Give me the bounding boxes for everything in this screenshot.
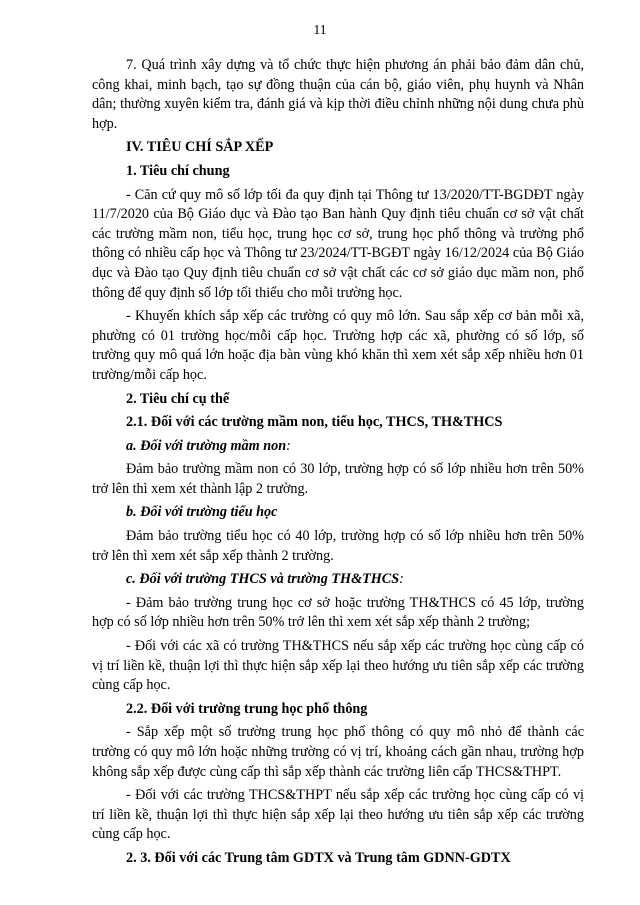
paragraph-high-school-merge: - Sắp xếp một số trường trung học phổ thông có quy mô nhỏ để thành các trường có quy mô lớn hoặc những trường có vị trí, khoảng cách gần nhau, trường hợp không sắp xếp được cùng cấp thì sắp xếp thành các trường liên cấp THCS&THPT.	[92, 724, 584, 780]
document-body	[92, 56, 584, 869]
subheading-secondary-text: c. Đối với trường THCS và trường TH&THCS	[126, 571, 400, 588]
subheading-primary	[92, 503, 584, 523]
heading-specific-criteria: 2. Tiêu chí cụ thể	[126, 390, 230, 407]
subheading-preschool	[92, 437, 584, 457]
heading-2-2: 2.2. Đối với trường trung học phổ thông	[126, 700, 368, 717]
paragraph-high-school-combined: - Đối với các trường THCS&THPT nếu sắp xếp các trường học cùng cấp có vị trí liền kề, thuận lợi thì thực hiện sắp xếp lại theo hướng ưu tiên sắp xếp các trường cùng cấp học.	[92, 787, 584, 843]
subheading-preschool-suffix: :	[286, 437, 291, 454]
subheading-primary-text: b. Đối với trường tiểu học	[126, 504, 278, 521]
paragraph-encourage-large-schools: - Khuyến khích sắp xếp các trường có quy mô lớn. Sau sắp xếp cơ bản mỗi xã, phường có 01 trường học/mỗi cấp học. Trường hợp các xã, phường có số lớp, số trường quy mô quá lớn hoặc địa bàn vùng khó khăn thì xem xét sắp xếp nhiều hơn 01 trường/mỗi cấp học.	[92, 308, 584, 383]
paragraph-primary: Đảm bảo trường tiểu học có 40 lớp, trường hợp có số lớp nhiều hơn trên 50% trở lên thì xem xét sắp xếp thành 2 trường.	[92, 528, 584, 564]
paragraph-secondary-merge: - Đối với các xã có trường TH&THCS nếu sắp xếp các trường học cùng cấp có vị trí liền kề, thuận lợi thì thực hiện sắp xếp lại theo hướng ưu tiên sắp xếp các trường cùng cấp học.	[92, 638, 584, 694]
heading-general-criteria: 1. Tiêu chí chung	[126, 162, 230, 179]
heading-2-1: 2.1. Đối với các trường mầm non, tiểu học, THCS, TH&THCS	[126, 414, 503, 431]
heading-2-3: 2. 3. Đối với các Trung tâm GDTX và Trung tâm GDNN-GDTX	[126, 849, 511, 866]
subheading-secondary-suffix: :	[399, 571, 404, 588]
page-number: 11	[313, 22, 327, 37]
paragraph-secondary-45: - Đảm bảo trường trung học cơ sở hoặc trường TH&THCS có 45 lớp, trường hợp có số lớp nhiều hơn trên 50% trở lên thì xem xét sắp xếp thành 2 trường;	[92, 594, 584, 631]
paragraph-preschool: Đảm bảo trường mầm non có 30 lớp, trường hợp có số lớp nhiều hơn trên 50% trở lên thì xem xét thành lập 2 trường.	[92, 461, 584, 497]
section-heading-iv: IV. TIÊU CHÍ SẮP XẾP	[126, 139, 274, 156]
paragraph-legal-basis: - Căn cứ quy mô số lớp tối đa quy định tại Thông tư 13/2020/TT-BGDĐT ngày 11/7/2020 của Bộ Giáo dục và Đào tạo Ban hành Quy định tiêu chuẩn cơ sở vật chất các trường mầm non, tiểu học, trung học cơ sở, trung học phổ thông và trường phổ thông có nhiều cấp học và Thông tư 23/2024/TT-BGĐT ngày 16/12/2024 của Bộ Giáo dục và Đào tạo Quy định tiêu chuẩn cơ sở vật chất các cơ sở giáo dục mầm non, phổ thông để quy định số lớp tối thiểu cho mỗi trường học.	[92, 186, 584, 301]
paragraph-principle-7: 7. Quá trình xây dựng và tổ chức thực hiện phương án phải bảo đảm dân chủ, công khai, minh bạch, tạo sự đồng thuận của cán bộ, giáo viên, phụ huynh và Nhân dân; thường xuyên kiểm tra, đánh giá và kịp thời điều chỉnh những nội dung chưa phù hợp.	[92, 57, 584, 132]
subheading-preschool-text: a. Đối với trường mầm non	[126, 437, 287, 454]
subheading-secondary	[92, 570, 584, 590]
